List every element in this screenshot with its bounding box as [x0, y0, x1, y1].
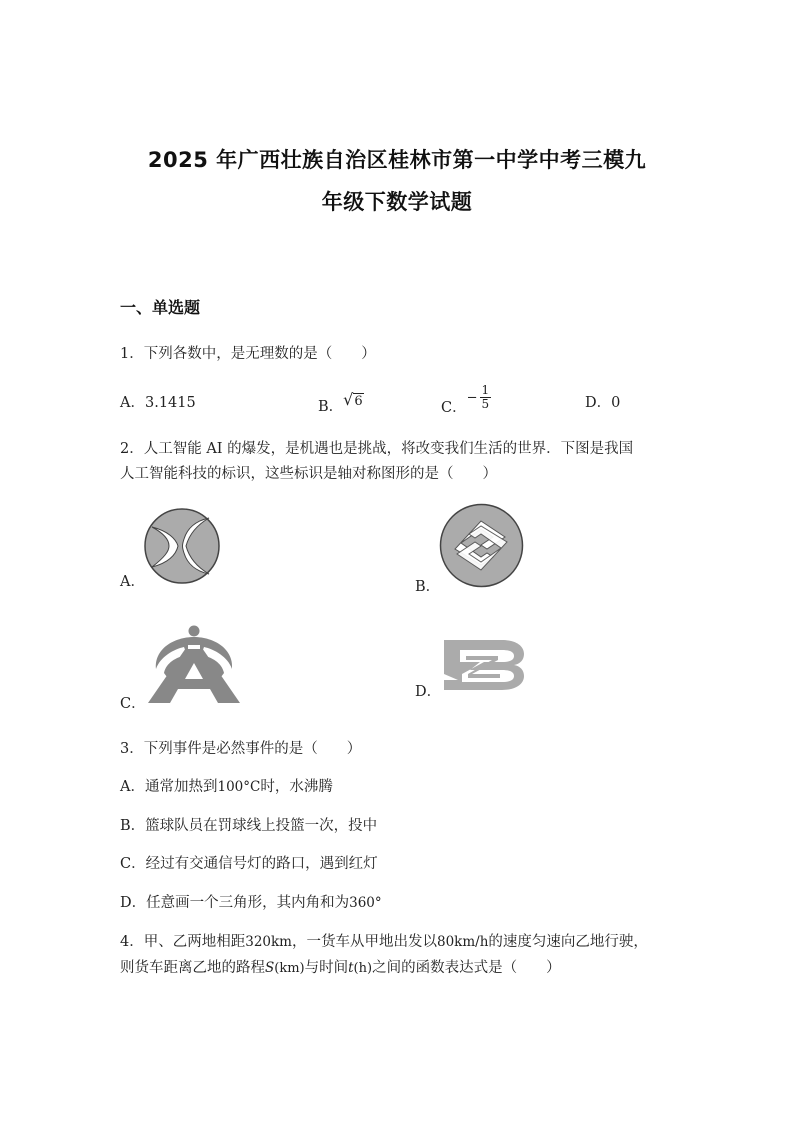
question-4-stem-line-2	[120, 956, 561, 977]
stem-text: 的速度匀速向乙地行驶，	[488, 934, 648, 950]
document-title-line-2: 年级下数学试题	[321, 190, 473, 214]
question-2-option-a-label: A．	[120, 574, 145, 590]
minus-sign: −	[466, 390, 478, 406]
fraction	[480, 384, 492, 411]
question-2-stem-line-2: 人工智能科技的标识，这些标识是轴对称图形的是（ ）	[120, 466, 497, 482]
question-2-option-d-label: D．	[415, 684, 442, 700]
radicand: 6	[354, 394, 363, 409]
question-3-option-b: B．篮球队员在罚球线上投篮一次，投中	[120, 818, 378, 834]
fraction-numerator: 1	[481, 383, 490, 397]
question-1-option-a	[120, 391, 196, 412]
speed-value: 80km/h	[436, 934, 489, 950]
option-value: 3.1415	[144, 395, 196, 411]
stem-text: 4．甲、乙两地相距	[120, 934, 246, 950]
option-text: D．任意画一个三角形，其内角和为	[120, 895, 350, 911]
variable-s: S	[265, 960, 275, 976]
unit-km: (km)	[274, 961, 305, 976]
option-label: D．	[585, 395, 612, 411]
stem-text: 与时间	[304, 960, 349, 976]
unit-h: (h)	[353, 961, 373, 976]
ai-logo-b-icon	[439, 503, 524, 588]
option-value: 0	[611, 395, 621, 411]
section-heading-single-choice: 一、单选题	[120, 298, 201, 317]
question-1-option-b	[318, 389, 364, 415]
ai-logo-d-icon	[440, 634, 526, 696]
square-root-expression: √6	[343, 390, 363, 409]
question-4-stem-line-1	[120, 930, 648, 951]
distance-value: 320km	[245, 934, 292, 950]
option-text: A．通常加热到	[120, 779, 218, 795]
temperature-value: 100°C	[217, 779, 261, 795]
question-1-stem: 1．下列各数中，是无理数的是（ ）	[120, 346, 376, 362]
ai-logo-c-icon	[146, 625, 242, 705]
question-3-stem: 3．下列事件是必然事件的是（ ）	[120, 741, 362, 757]
stem-text: 则货车距离乙地的路程	[120, 960, 265, 976]
option-label: C．	[441, 399, 467, 416]
question-2-option-b-label: B．	[415, 579, 441, 595]
question-2-option-c-label: C．	[120, 696, 146, 712]
angle-sum-value: 360°	[349, 895, 382, 911]
option-label: A．	[120, 395, 145, 411]
document-title-line-1: 2025 年广西壮族自治区桂林市第一中学中考三模九	[147, 148, 647, 172]
stem-text: ，一货车从甲地出发以	[291, 934, 437, 950]
fraction-denominator: 5	[481, 397, 490, 411]
variable-t: t	[348, 960, 354, 976]
stem-text: 之间的函数表达式是（ ）	[372, 960, 561, 976]
question-2-stem-line-1: 2．人工智能 AI 的爆发，是机遇也是挑战，将改变我们生活的世界．下图是我国	[120, 441, 634, 457]
option-label: B．	[318, 399, 344, 415]
option-text: 时，水沸腾	[260, 779, 333, 795]
question-1-option-d	[585, 391, 620, 412]
question-1-option-c	[441, 383, 493, 416]
question-3-option-a	[120, 775, 333, 796]
ai-logo-a-icon	[143, 507, 221, 585]
question-3-option-d	[120, 891, 382, 912]
question-3-option-c: C．经过有交通信号灯的路口，遇到红灯	[120, 856, 378, 872]
